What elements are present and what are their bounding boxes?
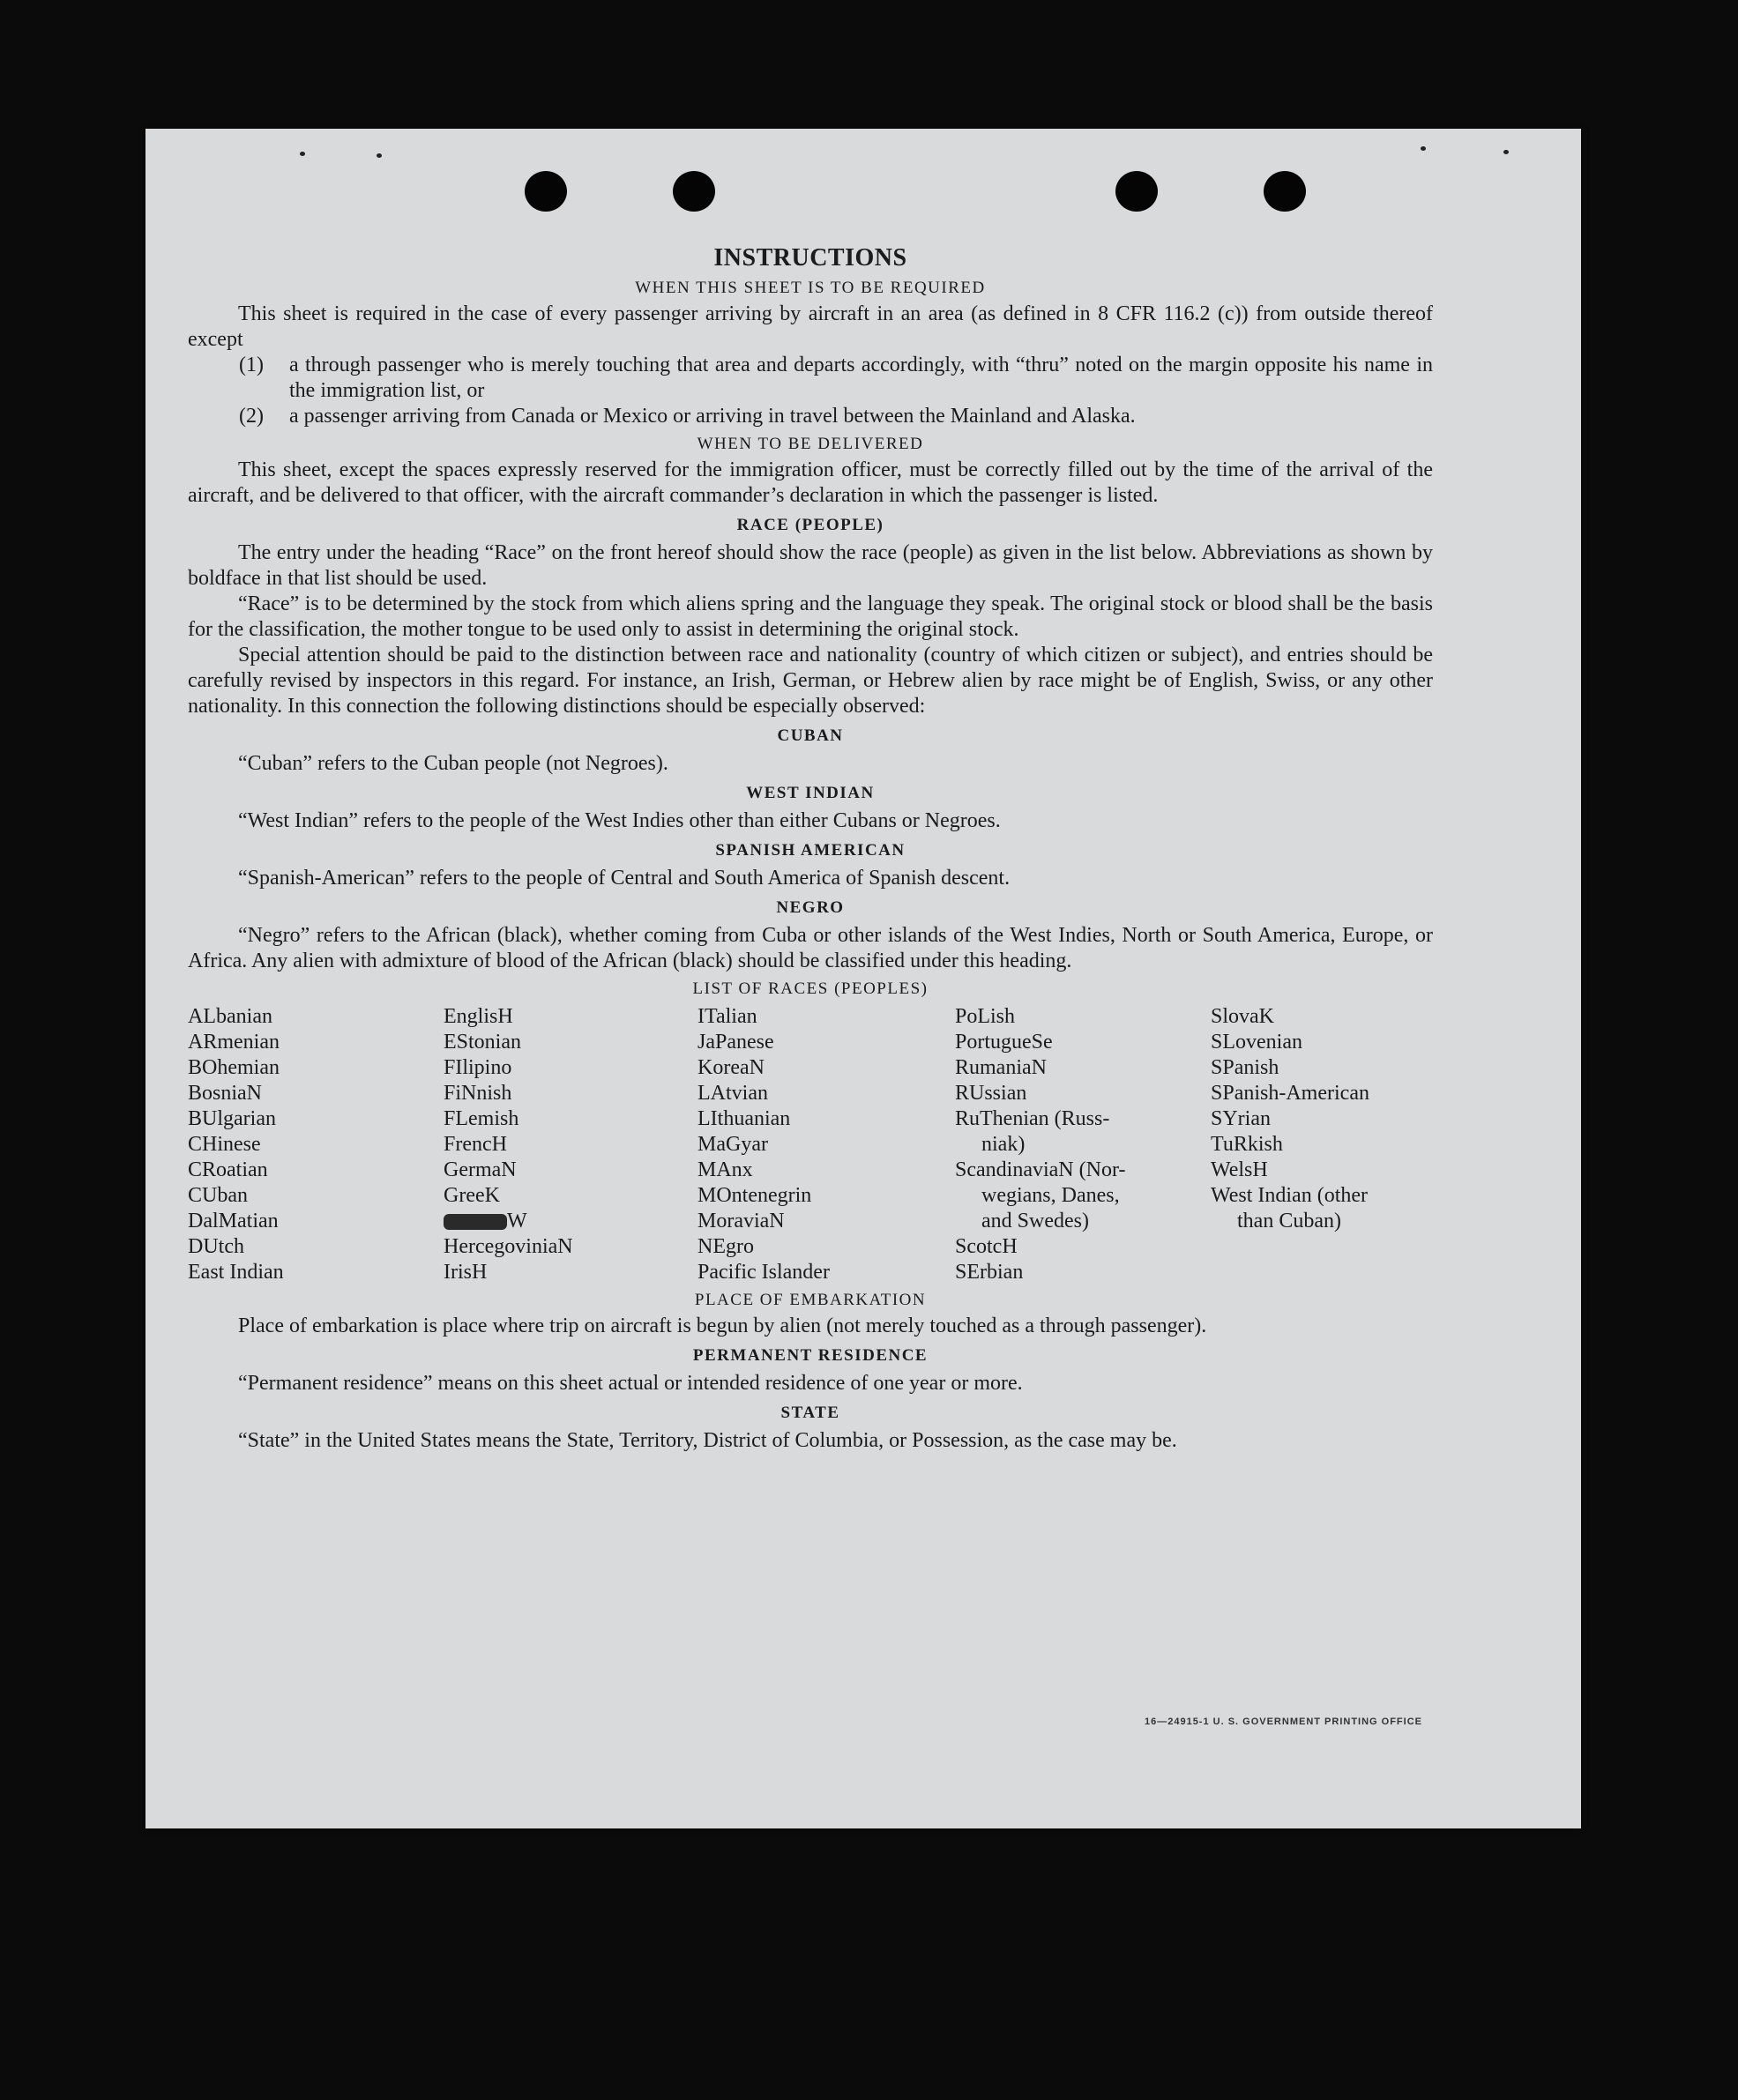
race-entry: BUlgarian bbox=[188, 1107, 276, 1130]
race-paragraph-2: “Race” is to be determined by the stock from which aliens spring and the language they speak. The original stock or blood shall be the basis for the classification, the mother tongue to be used only to assist in determining the original stock. bbox=[188, 592, 1433, 641]
race-entry: FrencH bbox=[444, 1133, 507, 1156]
race-entry: KoreaN bbox=[697, 1056, 765, 1079]
race-entry: BosniaN bbox=[188, 1082, 262, 1105]
race-entry: FiNnish bbox=[444, 1082, 512, 1105]
race-entry: DalMatian bbox=[188, 1210, 279, 1232]
race-entry: CHinese bbox=[188, 1133, 261, 1156]
race-entry: GermaN bbox=[444, 1158, 517, 1181]
item-text: a through passenger who is merely touching that area and departs accordingly, with “thru” noted on the margin opposite his name in the immigration list, or bbox=[289, 354, 1433, 402]
printing-office-code: 16—24915-1 U. S. GOVERNMENT PRINTING OFFICE bbox=[1144, 1716, 1422, 1727]
race-entry: ScotcH bbox=[955, 1235, 1018, 1258]
race-entry: West Indian (other bbox=[1211, 1184, 1369, 1207]
races-column-1 bbox=[188, 1004, 444, 1285]
cuban-body: “Cuban” refers to the Cuban people (not Negroes). bbox=[238, 752, 668, 775]
race-entry-continued: and Swedes) bbox=[981, 1210, 1089, 1232]
race-entry: Pacific Islander bbox=[697, 1261, 830, 1284]
residence-body: “Permanent residence” means on this sheet actual or intended residence of one year or more. bbox=[238, 1372, 1023, 1395]
punch-hole-4 bbox=[1264, 171, 1306, 212]
item-text: a passenger arriving from Canada or Mexico or arriving in travel between the Mainland and Alaska. bbox=[289, 405, 1136, 428]
delivered-body: This sheet, except the spaces expressly reserved for the immigration officer, must be correctly filled out by the time of the arrival of the aircraft, and be delivered to that officer, with the aircraft commander’s declaration in which the passenger is listed. bbox=[188, 458, 1433, 507]
embarkation-body: Place of embarkation is place where trip on aircraft is begun by alien (not merely touched as a through passenger). bbox=[238, 1314, 1207, 1337]
race-entry: JaPanese bbox=[697, 1031, 774, 1054]
speck bbox=[1503, 150, 1509, 154]
page-title: INSTRUCTIONS bbox=[713, 244, 907, 272]
negro-body: “Negro” refers to the African (black), whether coming from Cuba or other islands of the West Indies, North or South America, Europe, or Africa. Any alien with admixture of blood of the African (black) should be classified under this heading. bbox=[188, 924, 1433, 972]
race-entry-continued: niak) bbox=[981, 1133, 1026, 1156]
race-entry: FIlipino bbox=[444, 1056, 512, 1079]
speck bbox=[377, 153, 382, 158]
race-entry: TuRkish bbox=[1211, 1133, 1283, 1156]
section-title-west-indian: WEST INDIAN bbox=[746, 784, 875, 802]
item-number: (2) bbox=[239, 405, 264, 428]
race-paragraph-3: Special attention should be paid to the distinction between race and nationality (country of which citizen or subject), and entries should be carefully revised by inspectors in this regard. For instance, an Irish, German, or Hebrew alien by race might be of English, Swiss, or any other nationality. In this connection the following distinctions should be especially observed: bbox=[188, 644, 1433, 718]
section-title-cuban: CUBAN bbox=[777, 726, 844, 745]
race-entry: ALbanian bbox=[188, 1005, 272, 1028]
speck bbox=[1421, 146, 1426, 151]
race-entry: East Indian bbox=[188, 1261, 284, 1284]
race-entry: EnglisH bbox=[444, 1005, 513, 1028]
race-entry: SErbian bbox=[955, 1261, 1024, 1284]
race-entry-blotted bbox=[444, 1209, 697, 1234]
race-entry: WelsH bbox=[1211, 1158, 1268, 1181]
races-column-3 bbox=[697, 1004, 955, 1285]
race-entry: CUban bbox=[188, 1184, 248, 1207]
punch-hole-2 bbox=[673, 171, 715, 212]
ink-blot bbox=[444, 1214, 507, 1230]
spanish-american-body: “Spanish-American” refers to the people of Central and South America of Spanish descent. bbox=[238, 867, 1011, 890]
race-entry: GreeK bbox=[444, 1184, 500, 1207]
section-title-spanish-american: SPANISH AMERICAN bbox=[715, 841, 906, 860]
required-item-1 bbox=[239, 353, 1433, 404]
race-entry: RuThenian (Russ- bbox=[955, 1107, 1110, 1130]
race-entry: SPanish bbox=[1211, 1056, 1279, 1079]
state-body: “State” in the United States means the State, Territory, District of Columbia, or Possession, as the case may be. bbox=[238, 1429, 1177, 1452]
race-entry: MoraviaN bbox=[697, 1210, 785, 1232]
races-column-4 bbox=[955, 1004, 1211, 1285]
race-entry: NEgro bbox=[697, 1235, 754, 1258]
race-entry: BOhemian bbox=[188, 1056, 280, 1079]
race-entry: DUtch bbox=[188, 1235, 244, 1258]
race-entry: RUssian bbox=[955, 1082, 1027, 1105]
race-entry: CRoatian bbox=[188, 1158, 268, 1181]
punch-hole-3 bbox=[1115, 171, 1158, 212]
race-entry: LIthuanian bbox=[697, 1107, 791, 1130]
section-title-list-of-races: LIST OF RACES (PEOPLES) bbox=[692, 979, 929, 998]
section-title-delivered: WHEN TO BE DELIVERED bbox=[697, 435, 924, 453]
race-entry: PortugueSe bbox=[955, 1031, 1053, 1054]
race-entry-continued: than Cuban) bbox=[1237, 1210, 1341, 1232]
section-title-state: STATE bbox=[780, 1404, 840, 1422]
race-entry: HercegoviniaN bbox=[444, 1235, 573, 1258]
required-body: This sheet is required in the case of every passenger arriving by aircraft in an area (as defined in 8 CFR 116.2 (c)) from outside thereof except bbox=[188, 302, 1433, 351]
races-list bbox=[188, 1004, 1433, 1285]
section-title-permanent-residence: PERMANENT RESIDENCE bbox=[692, 1346, 929, 1365]
speck bbox=[300, 152, 305, 156]
race-entry: RumaniaN bbox=[955, 1056, 1047, 1079]
race-entry: SlovaK bbox=[1211, 1005, 1274, 1028]
race-entry-suffix: W bbox=[507, 1210, 527, 1232]
section-title-race: RACE (PEOPLE) bbox=[736, 516, 884, 534]
race-entry: FLemish bbox=[444, 1107, 519, 1130]
race-entry: ITalian bbox=[697, 1005, 757, 1028]
section-title-embarkation: PLACE OF EMBARKATION bbox=[694, 1291, 927, 1309]
section-title-negro: NEGRO bbox=[776, 898, 845, 917]
race-entry: MAnx bbox=[697, 1158, 753, 1181]
race-entry: SPanish-American bbox=[1211, 1082, 1369, 1105]
race-paragraph-1: The entry under the heading “Race” on the front hereof should show the race (people) as given in the list below. Abbreviations as shown by boldface in that list should be used. bbox=[188, 541, 1433, 590]
race-entry: MOntenegrin bbox=[697, 1184, 812, 1207]
race-entry: IrisH bbox=[444, 1261, 488, 1284]
section-title-required: WHEN THIS SHEET IS TO BE REQUIRED bbox=[635, 279, 986, 297]
races-column-5 bbox=[1211, 1004, 1431, 1285]
race-entry-continued: wegians, Danes, bbox=[981, 1184, 1120, 1207]
race-entry: ARmenian bbox=[188, 1031, 280, 1054]
race-entry: SLovenian bbox=[1211, 1031, 1302, 1054]
race-entry: PoLish bbox=[955, 1005, 1016, 1028]
required-item-2 bbox=[239, 404, 1433, 429]
races-column-2 bbox=[444, 1004, 697, 1285]
race-entry: EStonian bbox=[444, 1031, 521, 1054]
instructions-content bbox=[188, 243, 1433, 1454]
race-entry: MaGyar bbox=[697, 1133, 768, 1156]
punch-hole-1 bbox=[525, 171, 567, 212]
race-entry: SYrian bbox=[1211, 1107, 1271, 1130]
race-entry: ScandinaviaN (Nor- bbox=[955, 1158, 1126, 1181]
item-number: (1) bbox=[239, 354, 264, 376]
race-entry: LAtvian bbox=[697, 1082, 768, 1105]
west-indian-body: “West Indian” refers to the people of the West Indies other than either Cubans or Negroes. bbox=[238, 809, 1001, 832]
document-sheet bbox=[145, 129, 1581, 1828]
